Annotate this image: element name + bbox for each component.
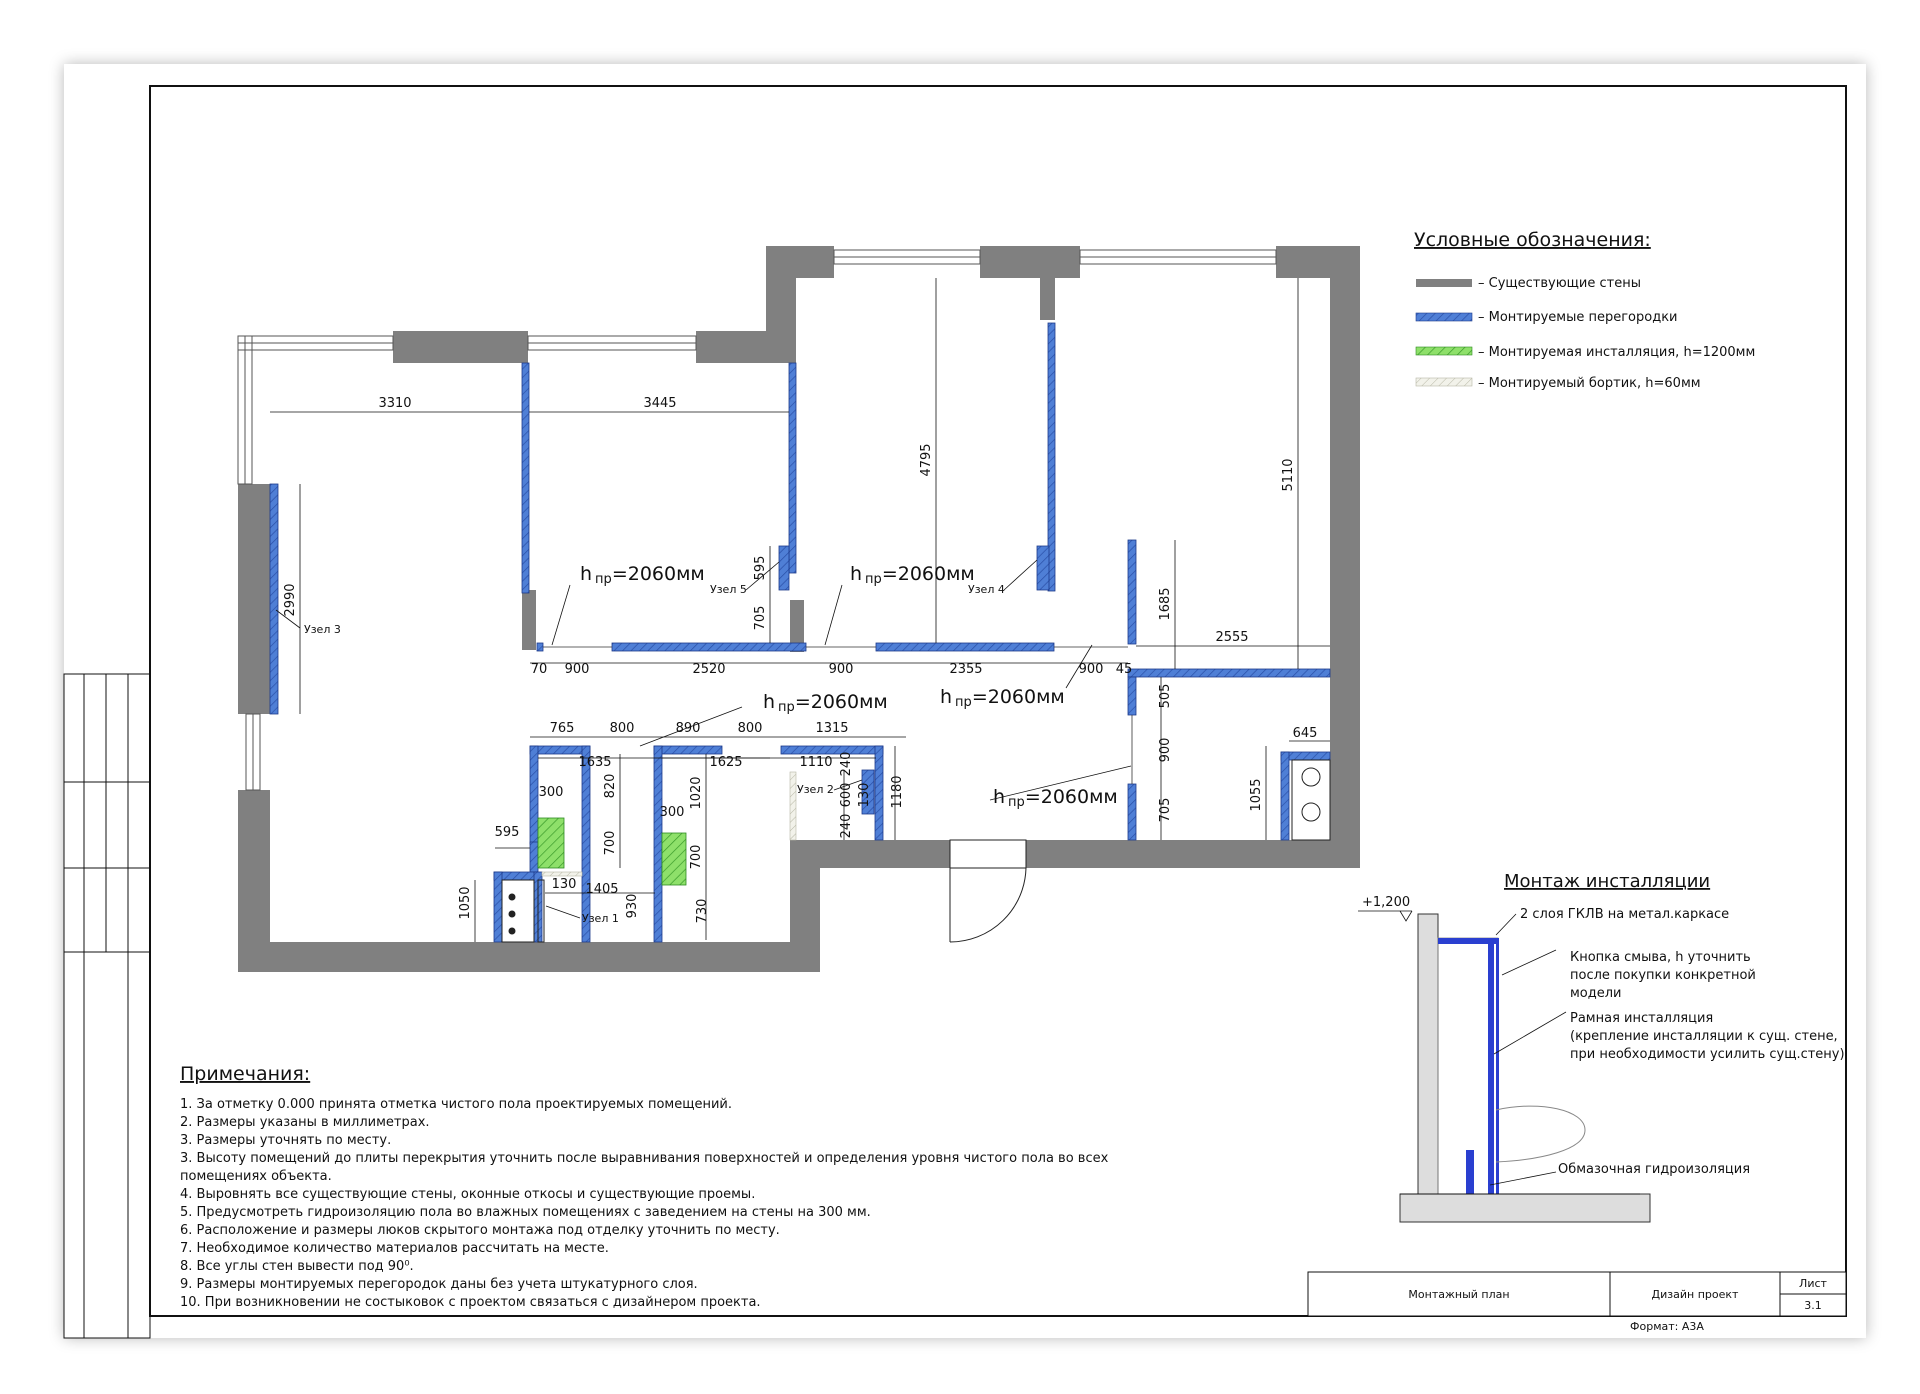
node-1-label: Узел 1 [582, 912, 619, 925]
stamp-sheet-number: 3.1 [1804, 1299, 1822, 1312]
existing-walls [238, 246, 1360, 972]
binding-strip [64, 674, 150, 1338]
callout-frame-1: Рамная инсталляция [1570, 1011, 1714, 1026]
note-line: 3. Размеры уточнять по месту. [180, 1133, 392, 1148]
dim-4795: 4795 [919, 443, 934, 477]
node-4-label: Узел 4 [968, 583, 1005, 596]
dim-1635: 1635 [578, 755, 612, 770]
node-5-label: Узел 5 [710, 583, 747, 596]
note-line: 9. Размеры монтируемых перегородок даны без учета штукатурного слоя. [180, 1277, 698, 1292]
dim-705-a: 705 [753, 605, 768, 631]
legend-item-installation: – Монтируемая инсталляция, h=1200мм [1478, 345, 1756, 360]
dim-600: 600 [839, 782, 854, 808]
note-line: помещениях объекта. [180, 1169, 332, 1184]
dim-300-a: 300 [538, 785, 564, 800]
dim-900-d: 900 [1158, 737, 1173, 763]
dim-800-b: 800 [737, 721, 763, 736]
callout-gklv: 2 слоя ГКЛВ на метал.каркасе [1520, 907, 1730, 922]
title-block [1308, 1272, 1846, 1333]
height-label-3: h пр=2060мм [763, 691, 888, 715]
dim-3445: 3445 [643, 396, 677, 411]
installation-detail [1358, 871, 1845, 1222]
legend-item-curb: – Монтируемый бортик, h=60мм [1478, 376, 1701, 391]
dim-3310: 3310 [378, 396, 412, 411]
dim-645: 645 [1292, 726, 1318, 741]
dim-2355: 2355 [949, 662, 983, 677]
dim-1405: 1405 [585, 882, 619, 897]
note-line: 8. Все углы стен вывести под 90⁰. [180, 1259, 414, 1274]
dim-1110: 1110 [799, 755, 833, 770]
dim-240-b: 240 [839, 813, 854, 839]
dim-730: 730 [695, 898, 710, 924]
dim-800-a: 800 [609, 721, 635, 736]
node-3-label: Узел 3 [304, 623, 341, 636]
legend-swatch-installation [1416, 347, 1472, 355]
detail-title: Монтаж инсталляции [1504, 871, 1711, 892]
dim-595-a: 595 [753, 555, 768, 581]
dim-2520: 2520 [692, 662, 726, 677]
dim-900-b: 900 [828, 662, 854, 677]
dim-130-b: 130 [857, 782, 872, 808]
callout-flush-2: после покупки конкретной [1570, 968, 1756, 983]
stamp-title: Монтажный план [1408, 1288, 1510, 1301]
dim-70: 70 [530, 662, 548, 677]
dim-5110: 5110 [1281, 458, 1296, 492]
note-line: 5. Предусмотреть гидроизоляцию пола во влажных помещениях с заведением на стены на 300 мм. [180, 1205, 871, 1220]
dim-930: 930 [625, 893, 640, 919]
dim-1685: 1685 [1158, 587, 1173, 621]
note-line: 1. За отметку 0.000 принята отметка чистого пола проектируемых помещений. [180, 1097, 732, 1112]
legend-swatch-existing [1416, 279, 1472, 287]
callout-flush-1: Кнопка смыва, h уточнить [1570, 950, 1751, 965]
note-line: 7. Необходимое количество материалов рассчитать на месте. [180, 1241, 609, 1256]
legend-swatch-partition [1416, 313, 1472, 321]
callout-flush-3: модели [1570, 986, 1622, 1001]
note-line: 3. Высоту помещений до плиты перекрытия уточнить после выравнивания поверхностей и определения уровня чистого пола во всех [180, 1151, 1109, 1166]
callout-frame-3: при необходимости усилить сущ.стену) [1570, 1047, 1845, 1062]
stamp-format: Формат: А3А [1630, 1320, 1704, 1333]
dim-2990: 2990 [283, 583, 298, 617]
dim-130-a: 130 [551, 877, 577, 892]
note-line: 2. Размеры указаны в миллиметрах. [180, 1115, 430, 1130]
dim-2555: 2555 [1215, 630, 1249, 645]
dim-1180: 1180 [890, 775, 905, 809]
dim-300-b: 300 [659, 805, 685, 820]
legend [1414, 229, 1755, 391]
note-line: 6. Расположение и размеры люков скрытого монтажа под отделку уточнить по месту. [180, 1223, 780, 1238]
height-label-5: h пр=2060мм [993, 786, 1118, 810]
dim-900-a: 900 [564, 662, 590, 677]
dim-820: 820 [603, 773, 618, 799]
notes [180, 1063, 1109, 1310]
dim-1020: 1020 [689, 776, 704, 810]
dim-505: 505 [1158, 683, 1173, 709]
legend-title: Условные обозначения: [1414, 229, 1651, 251]
dim-1050: 1050 [458, 886, 473, 920]
stamp-project: Дизайн проект [1651, 1288, 1739, 1301]
detail-level: +1,200 [1362, 895, 1411, 910]
callout-frame-2: (крепление инсталляции к сущ. стене, [1570, 1029, 1838, 1044]
dim-700-b: 700 [689, 844, 704, 870]
note-line: 10. При возникновении не состыковок с проектом связаться с дизайнером проекта. [180, 1295, 761, 1310]
dim-765: 765 [549, 721, 575, 736]
dim-595-b: 595 [494, 825, 520, 840]
notes-title: Примечания: [180, 1063, 311, 1085]
dim-705-b: 705 [1158, 797, 1173, 823]
dim-45: 45 [1115, 662, 1133, 677]
legend-swatch-curb [1416, 378, 1472, 386]
note-line: 4. Выровнять все существующие стены, оконные откосы и существующие проемы. [180, 1187, 756, 1202]
height-label-4: h пр=2060мм [940, 686, 1065, 710]
dim-240-a: 240 [839, 751, 854, 777]
node-2-label: Узел 2 [797, 783, 834, 796]
height-label-2: h пр=2060мм [850, 563, 975, 587]
dim-1055: 1055 [1249, 778, 1264, 812]
dim-900-c: 900 [1078, 662, 1104, 677]
legend-item-partition: – Монтируемые перегородки [1478, 310, 1678, 325]
height-label-1: h пр=2060мм [580, 563, 705, 587]
dim-890: 890 [675, 721, 701, 736]
callout-waterproofing: Обмазочная гидроизоляция [1558, 1162, 1751, 1177]
dim-1315: 1315 [815, 721, 849, 736]
dim-700-a: 700 [603, 830, 618, 856]
stamp-sheet-label: Лист [1799, 1277, 1827, 1290]
entrance-door [950, 840, 1026, 942]
legend-item-existing: – Существующие стены [1478, 276, 1641, 291]
dim-1625: 1625 [709, 755, 743, 770]
